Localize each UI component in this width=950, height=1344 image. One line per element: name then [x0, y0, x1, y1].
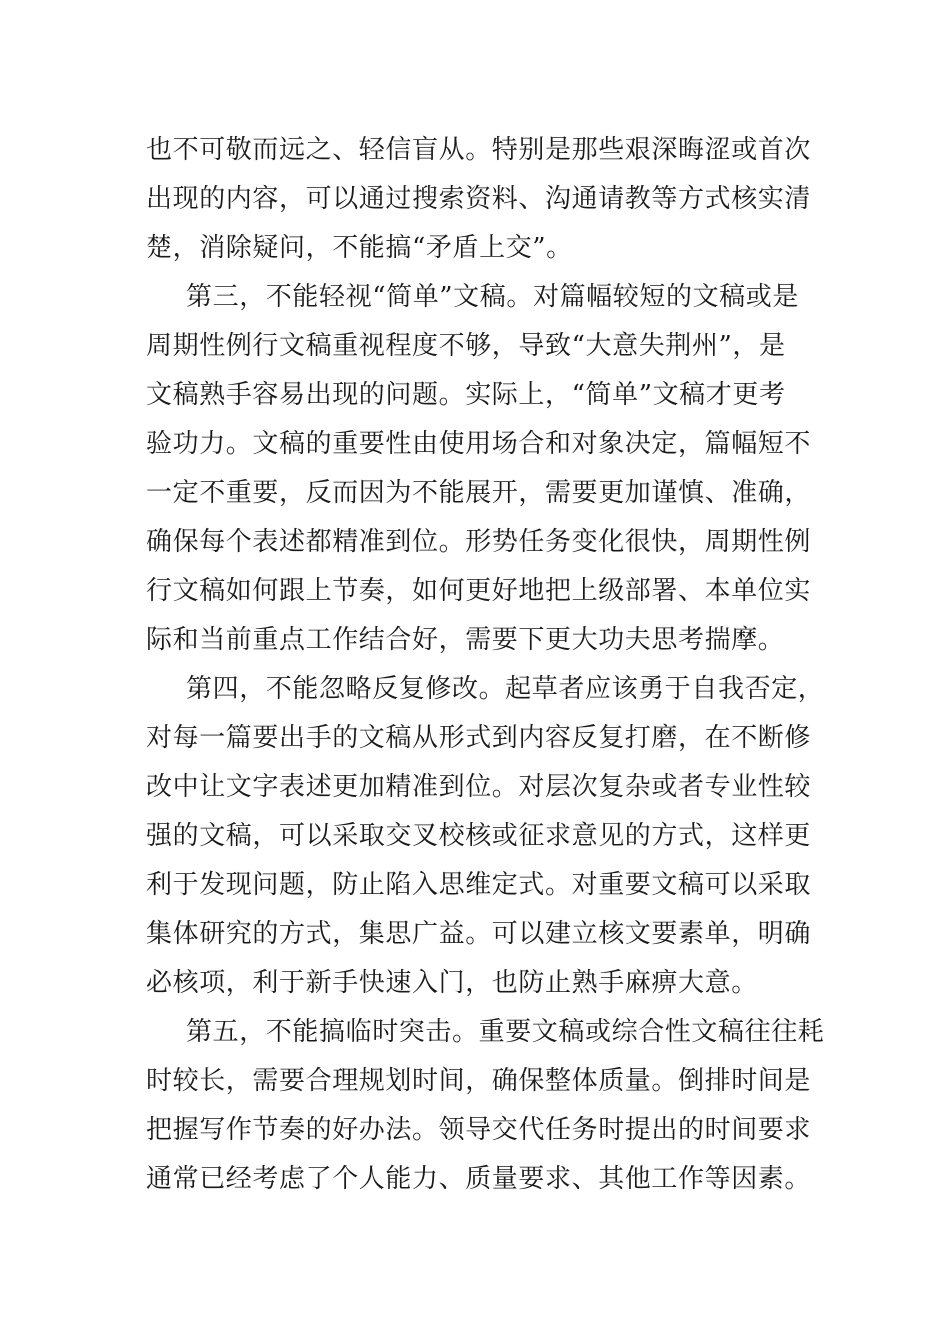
text-line: 必核项，利于新手快速入门，也防止熟手麻痹大意。 [146, 968, 758, 998]
paragraph-first-line: 第三，不能轻视“简单”文稿。对篇幅较短的文稿或是 [186, 282, 799, 312]
paragraph-first-line: 第五，不能搞临时突击。重要文稿或综合性文稿往往耗 [186, 1017, 825, 1047]
text-line: 际和当前重点工作结合好，需要下更大功夫思考揣摩。 [146, 625, 785, 655]
text-line: 强的文稿，可以采取交叉校核或征求意见的方式，这样更 [146, 821, 812, 851]
text-line: 也不可敬而远之、轻信盲从。特别是那些艰深晦涩或首次 [146, 135, 812, 165]
text-line: 改中让文字表述更加精准到位。对层次复杂或者专业性较 [146, 772, 812, 802]
body-text [146, 126, 825, 1204]
text-line: 确保每个表述都精准到位。形势任务变化很快，周期性例 [146, 527, 812, 557]
text-line: 利于发现问题，防止陷入思维定式。对重要文稿可以采取 [146, 870, 812, 900]
text-line: 楚，消除疑问，不能搞“矛盾上交”。 [146, 233, 573, 263]
text-line: 对每一篇要出手的文稿从形式到内容反复打磨，在不断修 [146, 723, 812, 753]
text-line: 集体研究的方式，集思广益。可以建立核文要素单，明确 [146, 919, 812, 949]
paragraph-first-line: 第四，不能忽略反复修改。起草者应该勇于自我否定， [186, 674, 825, 704]
text-line: 周期性例行文稿重视程度不够，导致“大意失荆州”，是 [146, 331, 786, 361]
text-line: 文稿熟手容易出现的问题。实际上，“简单”文稿才更考 [146, 380, 786, 410]
text-line: 把握写作节奏的好办法。领导交代任务时提出的时间要求 [146, 1115, 812, 1145]
text-line: 一定不重要，反而因为不能展开，需要更加谨慎、准确， [146, 478, 812, 508]
text-line: 行文稿如何跟上节奏，如何更好地把上级部署、本单位实 [146, 576, 812, 606]
text-line: 时较长，需要合理规划时间，确保整体质量。倒排时间是 [146, 1066, 812, 1096]
text-line: 通常已经考虑了个人能力、质量要求、其他工作等因素。 [146, 1164, 812, 1194]
text-line: 出现的内容，可以通过搜索资料、沟通请教等方式核实清 [146, 184, 812, 214]
text-line: 验功力。文稿的重要性由使用场合和对象决定，篇幅短不 [146, 429, 812, 459]
